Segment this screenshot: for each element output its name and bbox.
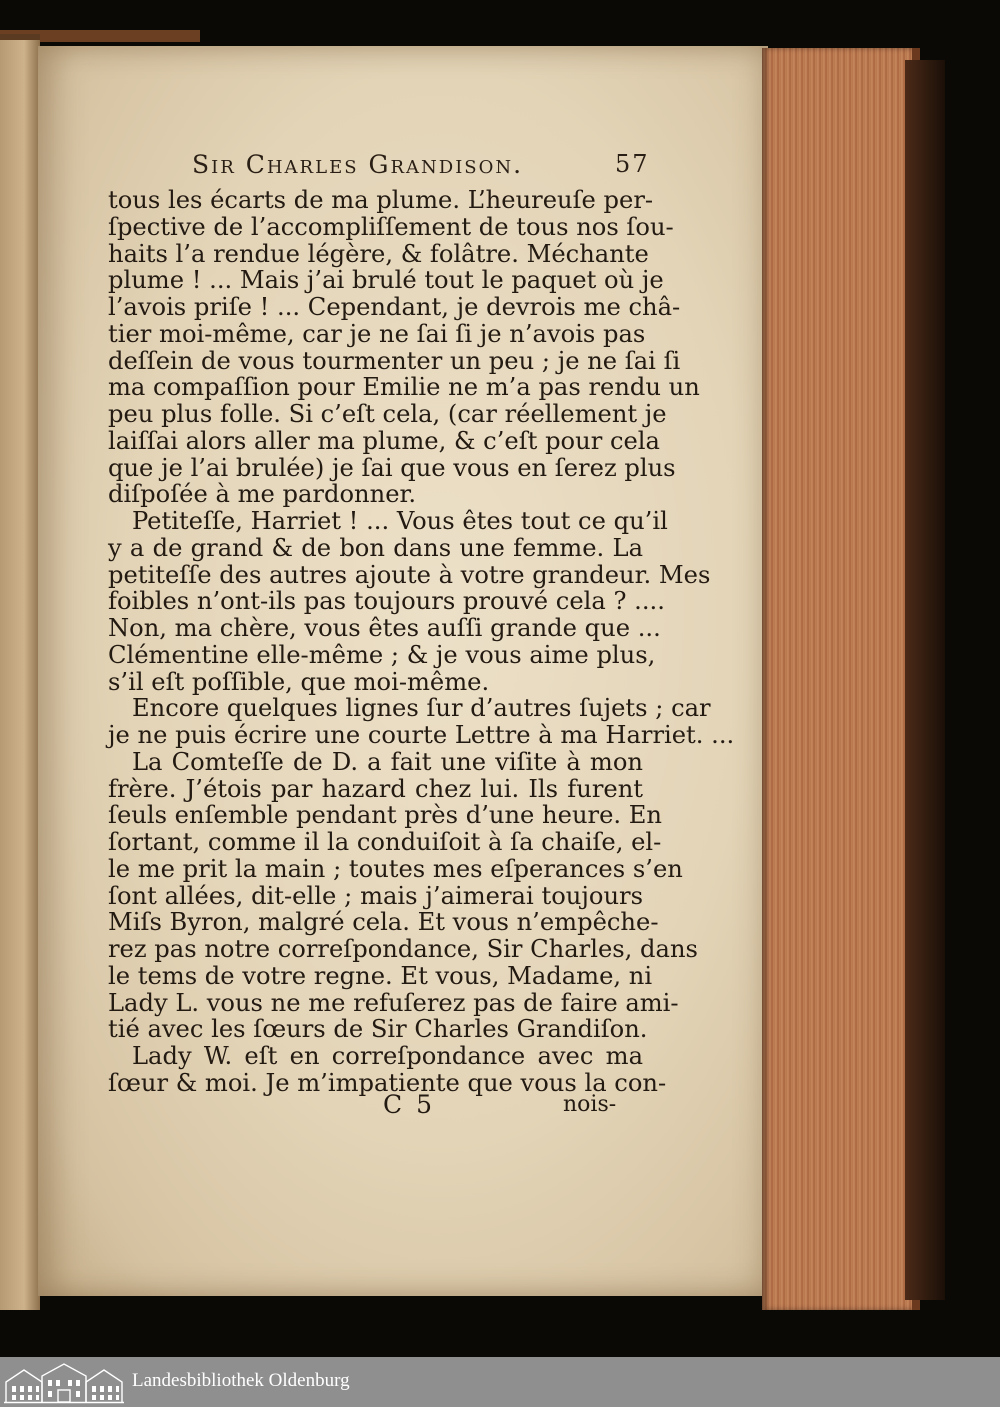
text-line: ſpective de l’accompliſſement de tous nos ſou-: [108, 212, 674, 241]
library-banner: [0, 1357, 1000, 1407]
text-line: rez pas notre correſpondance, Sir Charles, dans: [108, 935, 698, 963]
page-fore-edge: [762, 48, 920, 1310]
body-text: [108, 186, 735, 1097]
text-line: Clémentine elle-même ; & je vous aime plus,: [108, 640, 656, 669]
running-head: [120, 148, 660, 184]
text-line: frère. J’étois par hazard chez lui. Ils furent: [108, 774, 643, 803]
text-line: Miſs Byron, malgré cela. Et vous n’empêche-: [108, 908, 659, 937]
text-line: La Comteſſe de D. a fait une viſite à mon: [132, 747, 643, 776]
page-footer: [108, 1090, 628, 1120]
text-line: deſſein de vous tourmenter un peu ; je ne ſai ſi: [108, 346, 681, 375]
text-line: petiteſſe des autres ajoute à votre grandeur. Mes: [108, 560, 711, 589]
text-line: Lady W. eſt en correſpondance avec ma: [132, 1042, 643, 1070]
text-line: ſont allées, dit-elle ; mais j’aimerai toujours: [108, 881, 643, 910]
text-line: diſpoſée à me pardonner.: [108, 480, 417, 509]
text-line: Non, ma chère, vous êtes auſſi grande que ...: [108, 614, 661, 642]
text-line: Encore quelques lignes ſur d’autres ſujets ; car: [132, 694, 711, 723]
text-line: ſortant, comme il la conduiſoit à ſa chaiſe, el-: [108, 828, 662, 856]
book-binding-edge: [905, 60, 945, 1300]
running-head-title: Sir Charles Grandison.: [192, 150, 524, 179]
text-line: Lady L. vous ne me refuſerez pas de faire ami-: [108, 988, 679, 1017]
text-line: l’avois priſe ! ... Cependant, je devrois me châ-: [108, 293, 681, 321]
text-line: foibles n’ont-ils pas toujours prouvé cela ? ....: [108, 587, 665, 616]
facing-page-edge: [0, 34, 40, 1310]
text-line: peu plus folle. Si c’eſt cela, (car réellement je: [108, 400, 667, 428]
text-line: tié avec les ſœurs de Sir Charles Grandiſon.: [108, 1015, 648, 1044]
text-line: que je l’ai brulée) je ſai que vous en ſerez plus: [108, 453, 676, 482]
page-number: 57: [615, 150, 650, 178]
text-line: le tems de votre regne. Et vous, Madame, ni: [108, 961, 653, 990]
catchword: nois-: [563, 1092, 617, 1117]
text-line: haits l’a rendue légère, & folâtre. Méchante: [108, 239, 649, 268]
text-line: tier moi-même, car je ne ſai ſi je n’avois pas: [108, 319, 646, 348]
text-line: ſeuls enſemble pendant près d’une heure. En: [108, 801, 663, 830]
text-line: ſœur & moi. Je m’impatiente que vous la con-: [108, 1068, 667, 1097]
text-line: Petiteſſe, Harriet ! ... Vous êtes tout ce qu’il: [132, 507, 668, 535]
signature-mark: C 5: [383, 1090, 435, 1119]
library-name: Landesbibliothek Oldenburg: [132, 1370, 350, 1391]
text-line: s’il eſt poſſible, que moi-même.: [108, 667, 490, 696]
library-building-logo-icon: [4, 1360, 124, 1404]
text-line: le me prit la main ; toutes mes eſperances s’en: [108, 854, 683, 883]
text-line: ma compaſſion pour Emilie ne m’a pas rendu un: [108, 373, 700, 402]
text-line: je ne puis écrire une courte Lettre à ma Harriet. ...: [108, 721, 735, 749]
text-line: laiſſai alors aller ma plume, & c’eſt pour cela: [108, 426, 660, 455]
text-line: tous les écarts de ma plume. L’heureuſe per-: [108, 186, 654, 214]
text-line: y a de grand & de bon dans une femme. La: [108, 533, 643, 562]
text-line: plume ! ... Mais j’ai brulé tout le paquet où je: [108, 266, 664, 295]
